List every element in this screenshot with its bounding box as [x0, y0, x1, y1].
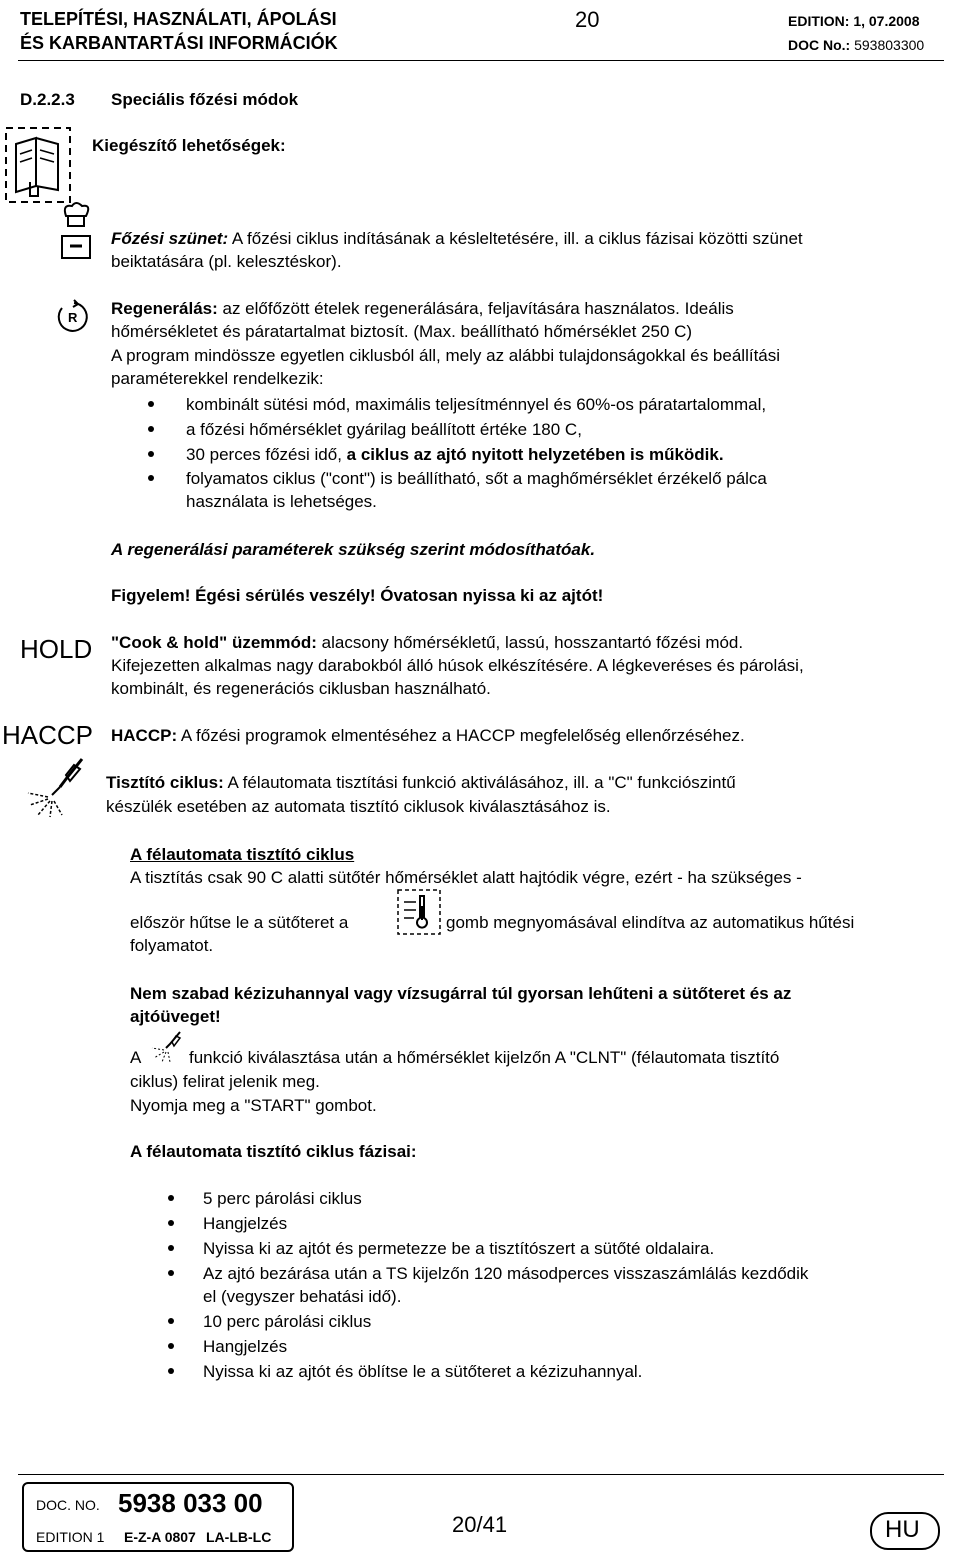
regen-bullet3-bold: a ciklus az ajtó nyitott helyzetében is működik. — [346, 445, 724, 464]
semi-line2a: először hűtse le a sütőteret a — [130, 913, 349, 932]
semi-line2b: gomb megnyomásával elindítva az automatikus hűtési — [446, 913, 855, 932]
bullet-dot — [168, 1195, 174, 1201]
footer-rule — [18, 1474, 944, 1475]
phase-item: Hangjelzés — [203, 1337, 288, 1356]
bullet-dot — [168, 1270, 174, 1276]
hold-icon: HOLD — [20, 634, 93, 664]
regen-line2: hőmérsékletet és páratartalmat biztosít. (Max. beállítható hőmérséklet 250 C) — [111, 322, 693, 341]
clean-label: Tisztító ciklus: — [106, 773, 224, 792]
hold-line3: kombinált, és regenerációs ciklusban használható. — [111, 679, 491, 698]
section-number: D.2.2.3 — [20, 90, 75, 109]
semi-func-line1: funkció kiválasztása után a hőmérséklet kijelzőn A "CLNT" (félautomata tisztító — [189, 1048, 780, 1067]
footer-edition-ref: LA-LB-LC — [206, 1529, 272, 1545]
regen-line1 — [111, 297, 734, 320]
manual-book-icon — [2, 126, 74, 204]
phase-item-continuation: el (vegyszer behatási idő). — [203, 1287, 402, 1306]
section-title: Speciális főzési módok — [111, 90, 299, 109]
phase-item: Hangjelzés — [203, 1214, 288, 1233]
footer-edition-label: EDITION 1 — [36, 1529, 105, 1545]
regeneration-icon — [54, 298, 94, 336]
hold-label: "Cook & hold" üzemmód: — [111, 633, 317, 652]
regen-line3: A program mindössze egyetlen ciklusból áll, mely az alábbi tulajdonságokkal és beállítási — [111, 346, 781, 365]
semi-func-line3: Nyomja meg a "START" gombot. — [130, 1096, 377, 1115]
header-page-number: 20 — [575, 7, 600, 32]
header-title-line2: ÉS KARBANTARTÁSI INFORMÁCIÓK — [20, 33, 338, 53]
pause-text1: A főzési ciklus indításának a késleltetésére, ill. a ciklus fázisai közötti szünet — [228, 229, 803, 248]
haccp-icon: HACCP — [2, 720, 94, 750]
semi-line3: folyamatot. — [130, 936, 214, 955]
phase-item: Az ajtó bezárása után a TS kijelzőn 120 másodperces visszaszámlálás kezdődik — [203, 1264, 809, 1283]
phase-item: 10 perc párolási ciklus — [203, 1312, 372, 1331]
regen-bullet2: a főzési hőmérséklet gyárilag beállított értéke 180 C, — [186, 420, 582, 439]
phase-item: 5 perc párolási ciklus — [203, 1189, 362, 1208]
regen-bullet3 — [186, 443, 724, 466]
bullet-dot — [168, 1220, 174, 1226]
header-doc-number — [788, 34, 924, 57]
bullet-dot — [148, 426, 154, 432]
chef-hat-icon — [56, 200, 96, 262]
bullet-dot — [168, 1318, 174, 1324]
bullet-dot — [168, 1343, 174, 1349]
phases-title: A félautomata tisztító ciklus fázisai: — [130, 1142, 417, 1161]
footer-edition-code: E-Z-A 0807 — [124, 1529, 196, 1545]
regen-note: A regenerálási paraméterek szükség szerint módosíthatóak. — [111, 540, 596, 559]
bullet-dot — [148, 401, 154, 407]
footer-doc-value: 5938 033 00 — [118, 1488, 263, 1518]
hold-line2: Kifejezetten alkalmas nagy darabokból álló húsok elkészítésére. A légkeveréses és párolási, — [111, 656, 804, 675]
regen-bullet4-line2: használata is lehetséges. — [186, 492, 377, 511]
bullet-dot — [168, 1245, 174, 1251]
semi-func-a: A — [130, 1048, 142, 1067]
bullet-dot — [148, 475, 154, 481]
hold-text1: alacsony hőmérsékletű, lassú, hosszantartó főzési mód. — [316, 633, 744, 652]
phase-item: Nyissa ki az ajtót és permetezze be a tisztítószert a sütőté oldalaira. — [203, 1239, 715, 1258]
regen-line4: paraméterekkel rendelkezik: — [111, 369, 324, 388]
regen-bullet4-line1: folyamatos ciklus ("cont") is beállítható, sőt a maghőmérséklet érzékelő pálca — [186, 469, 767, 488]
regen-label: Regenerálás: — [111, 299, 218, 318]
phase-item: Nyissa ki az ajtót és öblítse le a sütőteret a kézizuhannyal. — [203, 1362, 643, 1381]
haccp-line — [111, 724, 745, 747]
semi-title: A félautomata tisztító ciklus — [130, 845, 355, 864]
svg-text:R: R — [68, 310, 78, 325]
extras-title: Kiegészítő lehetőségek: — [92, 136, 286, 155]
haccp-label: HACCP: — [111, 726, 178, 745]
bullet-dot — [148, 451, 154, 457]
cleaning-function-icon — [148, 1030, 184, 1064]
header-doc-label: DOC No.: — [788, 37, 851, 53]
semi-func-line2: ciklus) felirat jelenik meg. — [130, 1072, 320, 1091]
bullet-dot — [168, 1368, 174, 1374]
header-doc-value: 593803300 — [854, 37, 925, 53]
regen-warning: Figyelem! Égési sérülés veszély! Óvatosan nyissa ki az ajtót! — [111, 586, 604, 605]
cooling-button-icon — [396, 888, 442, 936]
pause-text2: beiktatására (pl. kelesztéskor). — [111, 252, 342, 271]
footer-doc-label: DOC. NO. — [36, 1497, 100, 1513]
pause-label: Főzési szünet: — [111, 229, 229, 248]
clean-text1: A félautomata tisztítási funkció aktiválásához, ill. a "C" funkciószintű — [223, 773, 736, 792]
pause-line1 — [111, 227, 803, 250]
clean-line1 — [106, 771, 736, 794]
semi-bold1: Nem szabad kézizuhannyal vagy vízsugárral túl gyorsan lehűteni a sütőteret és az — [130, 984, 792, 1003]
header-title-line1: TELEPÍTÉSI, HASZNÁLATI, ÁPOLÁSI — [20, 9, 337, 29]
footer-lang: HU — [885, 1516, 920, 1543]
header-rule — [18, 60, 944, 61]
haccp-text: A főzési programok elmentéséhez a HACCP megfelelőség ellenőrzéséhez. — [177, 726, 745, 745]
clean-line2: készülék esetében az automata tisztító ciklusok kiválasztásához is. — [106, 797, 611, 816]
regen-bullet3-plain: 30 perces főzési idő, — [186, 445, 347, 464]
semi-bold2: ajtóüveget! — [130, 1007, 221, 1026]
regen-bullet1: kombinált sütési mód, maximális teljesítménnyel és 60%-os páratartalommal, — [186, 395, 767, 414]
hold-line1 — [111, 631, 743, 654]
semi-line1: A tisztítás csak 90 C alatti sütőtér hőmérséklet alatt hajtódik végre, ezért - ha szükséges - — [130, 868, 802, 887]
footer-page: 20/41 — [452, 1512, 508, 1537]
cleaning-spray-icon — [22, 757, 88, 819]
header-edition: EDITION: 1, 07.2008 — [788, 13, 920, 29]
regen-text1: az előfőzött ételek regenerálására, feljavítására használatos. Ideális — [217, 299, 734, 318]
